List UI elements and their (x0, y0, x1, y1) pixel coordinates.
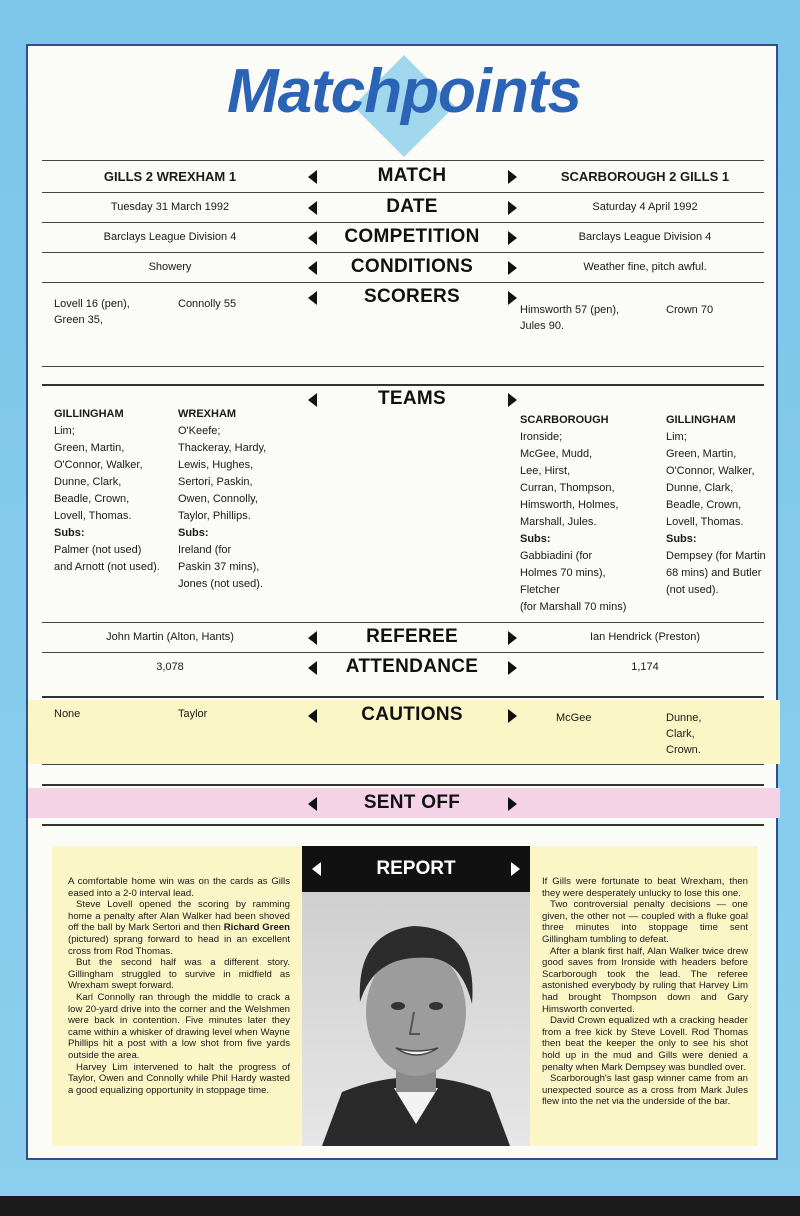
left-referee: John Martin (Alton, Hants) (106, 631, 234, 643)
player-line: Lee, Hirst, (520, 465, 571, 477)
scorer: Himsworth 57 (pen), (520, 304, 620, 316)
arrow-right-icon (508, 661, 517, 675)
competition-row (42, 226, 764, 250)
title-area (28, 50, 780, 162)
referee-label: REFEREE (366, 626, 458, 647)
player-line: Ironside; (520, 431, 563, 443)
player-line: Beadle, Crown, (54, 493, 130, 505)
team-name: GILLINGHAM (666, 414, 736, 426)
report-text: (pictured) sprang forward to head in an excellent cross from Rod Thomas. (68, 933, 290, 957)
caution-name: Crown. (666, 744, 701, 756)
matchpoints-page (26, 44, 778, 1160)
player-line: Lovell, Thomas. (666, 516, 744, 528)
match-row (42, 164, 764, 190)
team-name: SCARBOROUGH (520, 414, 609, 426)
arrow-right-icon (508, 231, 517, 245)
arrow-right-icon (508, 797, 517, 811)
team-name: GILLINGHAM (54, 408, 124, 420)
player-line: Dunne, Clark, (54, 476, 122, 488)
arrow-right-icon (508, 201, 517, 215)
player-line: O'Keefe; (178, 425, 221, 437)
report-paragraph: After a blank first half, Alan Walker twice drew good saves from Ironside with headers before Scarborough took the lead. The referee astonished everybody by ruling that Harvey Lim had brought Thompson down and Gary Himsworth converted. (542, 945, 748, 1015)
report-paragraph: If Gills were fortunate to beat Wrexham, then they were desperately unlucky to lose this one. (542, 876, 748, 899)
sub-line: Holmes 70 mins), (520, 567, 606, 579)
sub-line: Fletcher (520, 584, 560, 596)
team-list-scarborough (520, 412, 650, 616)
left-scorers-a (54, 296, 164, 328)
caution-name: Dunne, (666, 712, 702, 724)
divider (42, 252, 764, 253)
team-list-gillingham-home (54, 406, 184, 576)
report-paragraph: But the second half was a different story. Gillingham struggled to survive in midfield as Wrexham swept forward. (68, 957, 290, 992)
arrow-right-icon (508, 291, 517, 305)
right-referee: Ian Hendrick (Preston) (589, 631, 701, 643)
arrow-right-icon (508, 631, 517, 645)
attendance-row (42, 656, 764, 680)
sub-line: (for Marshall 70 mins) (520, 601, 627, 613)
conditions-row (42, 256, 764, 280)
date-row (42, 196, 764, 220)
divider (42, 696, 764, 698)
player-line: Dunne, Clark, (666, 482, 734, 494)
team-list-gillingham-away (666, 412, 766, 599)
report-paragraph: Karl Connolly ran through the middle to crack a low 20-yard drive into the corner and the Welshmen were back in contention. Five minutes later they came within a whisker of drawing level when Wayne Phillips hit a post with a low shot from five yards outside the area. (68, 991, 290, 1061)
scorers-label: SCORERS (363, 286, 461, 307)
divider (42, 384, 764, 386)
sub-line: and Arnott (not used). (54, 561, 160, 573)
divider (42, 160, 764, 161)
referee-row (42, 626, 764, 650)
competition-label: COMPETITION (344, 226, 480, 247)
divider (42, 622, 764, 623)
report-paragraph: A comfortable home win was on the cards as Gills eased into a 2-0 interval lead. (68, 876, 290, 899)
report-highlight-name: Richard Green (223, 922, 290, 934)
player-line: Beadle, Crown, (666, 499, 742, 511)
right-scorers-b: Crown 70 (666, 304, 714, 316)
player-line: Lewis, Hughes, (178, 459, 254, 471)
player-portrait-graphic (302, 892, 530, 1146)
date-label: DATE (386, 196, 438, 217)
arrow-right-icon (511, 862, 520, 876)
subs-label: Subs: (666, 533, 697, 545)
arrow-right-icon (508, 393, 517, 407)
arrow-right-icon (508, 170, 517, 184)
report-text: Steve Lovell opened the scoring by ramming home a penalty after Alan Walker had been shoved off the ball by Mark Sertori and then (68, 899, 290, 934)
sub-line: Gabbiadini (for (520, 550, 593, 562)
player-line: Taylor, Phillips. (178, 510, 251, 522)
team-name: WREXHAM (178, 408, 237, 420)
player-line: McGee, Mudd, (520, 448, 593, 460)
right-cautions-b (666, 710, 701, 758)
left-cautions-b: Taylor (178, 708, 208, 720)
sub-line: Dempsey (for Martin (666, 550, 766, 562)
report-left-column (68, 876, 290, 1096)
divider (42, 366, 764, 367)
page-title: Matchpoints (226, 57, 582, 126)
attendance-label: ATTENDANCE (345, 656, 479, 677)
sent-off-row (42, 792, 764, 816)
player-line: Sertori, Paskin, (178, 476, 253, 488)
report-section (52, 846, 758, 1146)
player-line: Lim; (666, 431, 687, 443)
sub-line: Ireland (for (178, 544, 232, 556)
right-scorers-a (520, 302, 650, 334)
player-line: Green, Martin, (54, 442, 125, 454)
match-label: MATCH (377, 165, 447, 186)
left-date: Tuesday 31 March 1992 (110, 201, 230, 213)
divider (42, 282, 764, 283)
divider (42, 764, 764, 765)
player-line: Curran, Thompson, (520, 482, 615, 494)
cautions-row (42, 704, 764, 764)
scorers-row (42, 286, 764, 366)
report-paragraph: Scarborough's last gasp winner came from an unexpected source as a cross from Mark Jules flew into the net via the underside of the bar. (542, 1073, 748, 1108)
team-list-wrexham (178, 406, 308, 593)
right-match: SCARBOROUGH 2 GILLS 1 (560, 169, 730, 184)
arrow-left-icon (312, 862, 321, 876)
report-header (302, 846, 530, 892)
subs-label: Subs: (54, 527, 85, 539)
player-line: Thackeray, Hardy, (178, 442, 267, 454)
divider (42, 222, 764, 223)
report-paragraph: David Crown equalized wth a cracking header from a free kick by Steve Lovell. Rod Thomas then beat the keeper the only to see his shot hold up in the mud and Gills were denied a penalty when Mark Dempsey was bundled over. (542, 1015, 748, 1073)
sub-line: 68 mins) and Butler (666, 567, 762, 579)
player-line: Lovell, Thomas. (54, 510, 132, 522)
player-photo (302, 892, 530, 1146)
teams-row (42, 388, 764, 624)
right-conditions: Weather fine, pitch awful. (583, 261, 707, 273)
left-scorers-b: Connolly 55 (178, 298, 237, 310)
scorer: Jules 90. (520, 320, 565, 332)
teams-label: TEAMS (378, 388, 446, 409)
player-line: O'Connor, Walker, (666, 465, 755, 477)
caution-name: Clark, (666, 728, 695, 740)
player-line: Himsworth, Holmes, (520, 499, 619, 511)
report-paragraph (68, 899, 290, 957)
subs-label: Subs: (178, 527, 209, 539)
right-cautions-a: McGee (556, 712, 592, 724)
subs-label: Subs: (520, 533, 551, 545)
sub-line: (not used). (666, 584, 719, 596)
right-competition: Barclays League Division 4 (578, 231, 712, 243)
page-bottom-edge (0, 1196, 800, 1216)
player-line: Marshall, Jules. (520, 516, 597, 528)
left-competition: Barclays League Division 4 (103, 231, 237, 243)
scorer: Lovell 16 (pen), (54, 298, 130, 310)
player-line: Owen, Connolly, (178, 493, 258, 505)
divider (42, 784, 764, 786)
arrow-right-icon (508, 261, 517, 275)
scorer: Green 35, (54, 314, 103, 326)
left-cautions-a: None (54, 708, 81, 720)
player-line: Green, Martin, (666, 448, 737, 460)
cautions-label: CAUTIONS (361, 704, 463, 725)
right-attendance: 1,174 (631, 661, 659, 673)
left-conditions: Showery (148, 261, 192, 273)
arrow-right-icon (508, 709, 517, 723)
divider (42, 824, 764, 826)
sub-line: Paskin 37 mins), (178, 561, 260, 573)
conditions-label: CONDITIONS (350, 256, 474, 277)
report-right-column (542, 876, 748, 1108)
divider (42, 192, 764, 193)
divider (42, 652, 764, 653)
sent-off-label: SENT OFF (363, 792, 461, 813)
sub-line: Jones (not used). (178, 578, 263, 590)
sub-line: Palmer (not used) (54, 544, 142, 556)
player-line: Lim; (54, 425, 75, 437)
player-line: O'Connor, Walker, (54, 459, 143, 471)
report-paragraph: Two controversial penalty decisions — one given, the other not — coupled with a fluke goal three minutes into stoppage time sent Gillingham tumbling to defeat. (542, 899, 748, 945)
left-attendance: 3,078 (156, 661, 184, 673)
report-label: REPORT (376, 858, 456, 879)
right-date: Saturday 4 April 1992 (592, 201, 698, 213)
left-match: GILLS 2 WREXHAM 1 (103, 169, 237, 184)
report-paragraph: Harvey Lim intervened to halt the progress of Taylor, Owen and Connolly while Phil Hardy wasted a good equalizing opportunity in stoppage time. (68, 1061, 290, 1096)
